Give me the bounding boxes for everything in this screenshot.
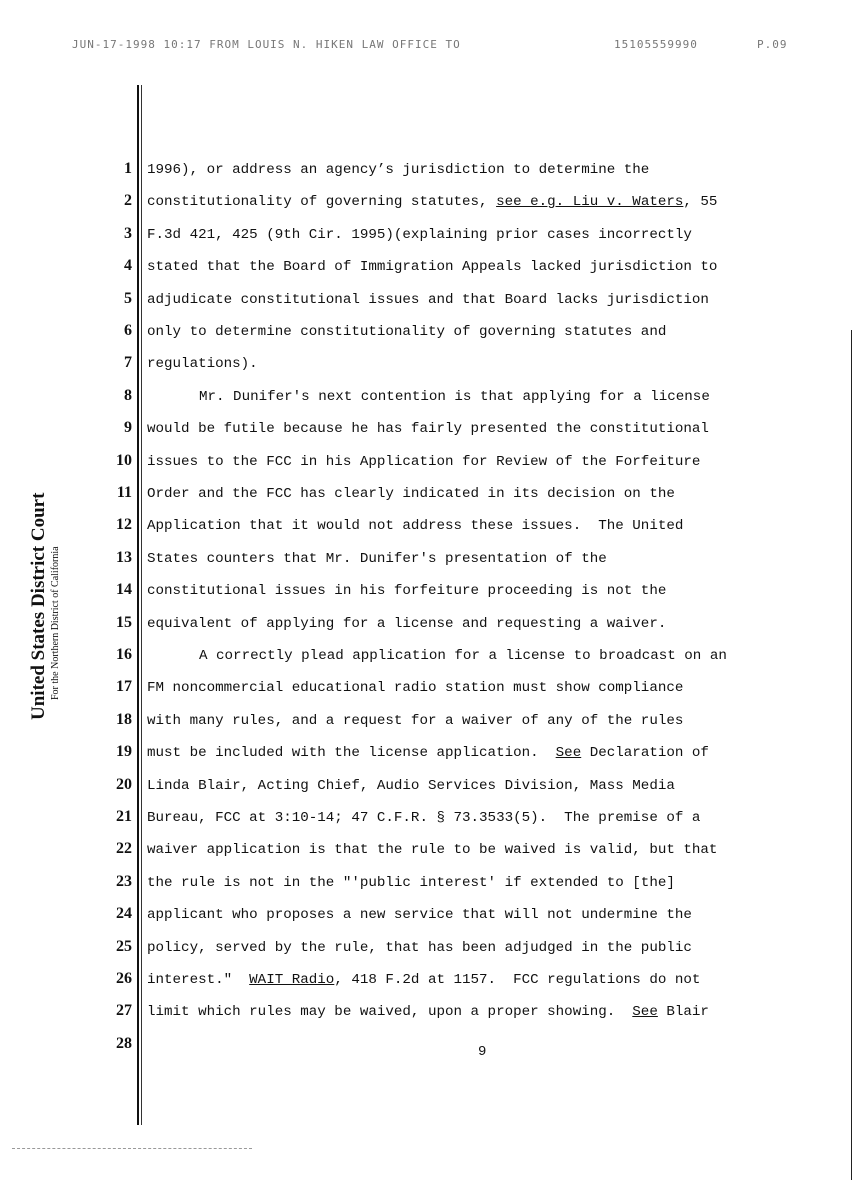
line-text	[147, 194, 847, 210]
pleading-line	[0, 678, 861, 706]
text-segment: Mr. Dunifer's next contention is that applying for a license	[199, 388, 710, 405]
text-segment: FM noncommercial educational radio station must show compliance	[147, 680, 684, 697]
pleading-line	[0, 938, 861, 966]
pleading-line	[0, 808, 861, 836]
line-text	[147, 875, 847, 891]
line-text	[147, 356, 847, 372]
line-text	[147, 972, 847, 988]
text-segment: Declaration of	[581, 745, 709, 762]
line-number: 8	[124, 386, 132, 404]
pleading-line	[0, 516, 861, 544]
text-segment: States counters that Mr. Dunifer's presentation of the	[147, 550, 607, 567]
text-segment: , 418 F.2d at 1157. FCC regulations do not	[334, 972, 701, 988]
line-text	[147, 616, 847, 632]
text-segment: waiver application is that the rule to be waived is valid, but that	[147, 842, 718, 859]
pleading-line	[0, 192, 861, 220]
pleading-line	[0, 257, 861, 285]
citation-underlined: See	[632, 1004, 658, 1021]
pleading-line	[0, 1002, 861, 1030]
line-text	[147, 778, 847, 794]
line-number: 19	[116, 743, 132, 761]
text-segment: regulations).	[147, 356, 258, 373]
line-text	[199, 389, 861, 405]
line-number: 21	[116, 808, 132, 825]
line-text	[147, 1004, 847, 1020]
text-segment: F.3d 421, 425 (9th Cir. 1995)(explaining prior cases incorrectly	[147, 226, 692, 243]
line-number: 18	[116, 710, 132, 728]
pleading-line	[0, 581, 861, 609]
fax-sender-line: JUN-17-1998 10:17 FROM LOUIS N. HIKEN LAW OFFICE TO	[72, 38, 461, 51]
pleading-line	[0, 1035, 861, 1063]
text-segment: the rule is not in the "'public interest' if extended to [the]	[147, 874, 675, 891]
pleading-line	[0, 322, 861, 350]
line-number: 14	[116, 581, 132, 599]
line-text	[147, 227, 847, 243]
line-number: 6	[124, 322, 132, 339]
line-text	[147, 810, 847, 826]
line-text	[147, 486, 847, 502]
text-segment: must be included with the license application.	[147, 745, 556, 762]
fax-header	[72, 38, 792, 56]
line-text	[147, 292, 847, 308]
text-segment: Bureau, FCC at 3:10-14; 47 C.F.R. § 73.3533(5). The premise of a	[147, 810, 701, 826]
pleading-line	[0, 419, 861, 447]
text-segment: Blair	[657, 1004, 709, 1021]
text-segment: limit which rules may be waived, upon a proper showing.	[147, 1004, 633, 1021]
line-text	[147, 842, 847, 858]
pleading-line	[0, 840, 861, 868]
pleading-line	[0, 743, 861, 771]
citation-underlined: see e.g. Liu v. Waters	[496, 194, 684, 211]
pleading-line	[0, 905, 861, 933]
court-name: United States District Court	[28, 492, 49, 720]
pleading-line	[0, 484, 861, 512]
court-district: For the Northern District of California	[50, 546, 61, 700]
line-number: 11	[116, 484, 132, 501]
page-number: 9	[478, 1044, 487, 1060]
text-segment: constitutional issues in his forfeiture proceeding is not the	[147, 583, 667, 600]
line-number: 28	[116, 1034, 132, 1052]
fax-page: P.09	[757, 38, 788, 51]
pleading-line	[0, 549, 861, 577]
line-text	[147, 324, 847, 340]
text-segment: applicant who proposes a new service that will not undermine the	[147, 907, 692, 924]
line-text	[147, 259, 847, 275]
line-text	[147, 940, 847, 956]
text-segment: Linda Blair, Acting Chief, Audio Services Division, Mass Media	[147, 777, 675, 794]
text-segment: equivalent of applying for a license and requesting a waiver.	[147, 615, 667, 632]
line-number: 15	[116, 613, 132, 631]
line-number: 24	[116, 905, 132, 923]
line-text	[147, 713, 847, 729]
line-text	[147, 551, 847, 567]
footer-scan-marks	[12, 1148, 252, 1151]
line-number: 16	[116, 646, 132, 663]
text-segment: would be futile because he has fairly presented the constitutional	[147, 421, 709, 438]
line-number: 12	[116, 516, 132, 534]
line-text	[147, 583, 847, 599]
line-number: 13	[116, 548, 132, 566]
line-text	[147, 745, 847, 761]
line-text	[199, 648, 861, 664]
line-number: 1	[124, 160, 132, 177]
pleading-line	[0, 452, 861, 480]
citation-underlined: WAIT Radio	[249, 972, 335, 988]
line-number: 3	[124, 224, 132, 242]
line-number: 22	[116, 840, 132, 858]
text-segment: constitutionality of governing statutes,	[147, 194, 497, 211]
citation-underlined: See	[555, 745, 582, 762]
line-text	[147, 162, 847, 178]
text-segment: Order and the FCC has clearly indicated in its decision on the	[147, 486, 675, 502]
line-number: 5	[124, 289, 132, 307]
pleading-line	[0, 290, 861, 318]
line-number: 10	[116, 451, 132, 469]
line-text	[147, 680, 847, 696]
line-number: 23	[116, 872, 132, 890]
text-segment: issues to the FCC in his Application for Review of the Forfeiture	[147, 453, 701, 470]
line-text	[147, 907, 847, 923]
line-number: 4	[124, 257, 132, 275]
text-segment: stated that the Board of Immigration Appeals lacked jurisdiction to	[147, 259, 718, 276]
line-number: 25	[116, 937, 132, 955]
fax-number: 15105559990	[614, 38, 698, 51]
line-number: 9	[124, 419, 132, 437]
pleading-line	[0, 354, 861, 382]
line-text	[147, 518, 847, 534]
pleading-line	[0, 711, 861, 739]
pleading-line	[0, 225, 861, 253]
line-number: 26	[116, 970, 132, 987]
pleading-line	[0, 776, 861, 804]
pleading-line	[0, 160, 861, 188]
text-segment: , 55	[683, 194, 718, 211]
pleading-line	[0, 387, 861, 415]
text-segment: 1996), or address an agency’s jurisdiction to determine the	[147, 162, 650, 178]
text-segment: policy, served by the rule, that has been adjudged in the public	[147, 939, 692, 956]
line-number: 2	[124, 192, 132, 210]
line-number: 20	[116, 775, 132, 793]
pleading-line	[0, 873, 861, 901]
text-segment: with many rules, and a request for a waiver of any of the rules	[147, 712, 684, 729]
text-segment: adjudicate constitutional issues and that Board lacks jurisdiction	[147, 291, 709, 308]
line-text	[147, 454, 847, 470]
pleading-line	[0, 970, 861, 998]
pleading-line	[0, 646, 861, 674]
line-number: 7	[124, 354, 132, 372]
text-segment: Application that it would not address these issues. The United	[147, 518, 684, 535]
line-number: 17	[116, 678, 132, 696]
line-number: 27	[116, 1002, 132, 1020]
text-segment: interest."	[147, 972, 250, 988]
text-segment: only to determine constitutionality of governing statutes and	[147, 324, 667, 340]
text-segment: A correctly plead application for a license to broadcast on an	[199, 648, 727, 664]
pleading-line	[0, 614, 861, 642]
line-text	[147, 421, 847, 437]
